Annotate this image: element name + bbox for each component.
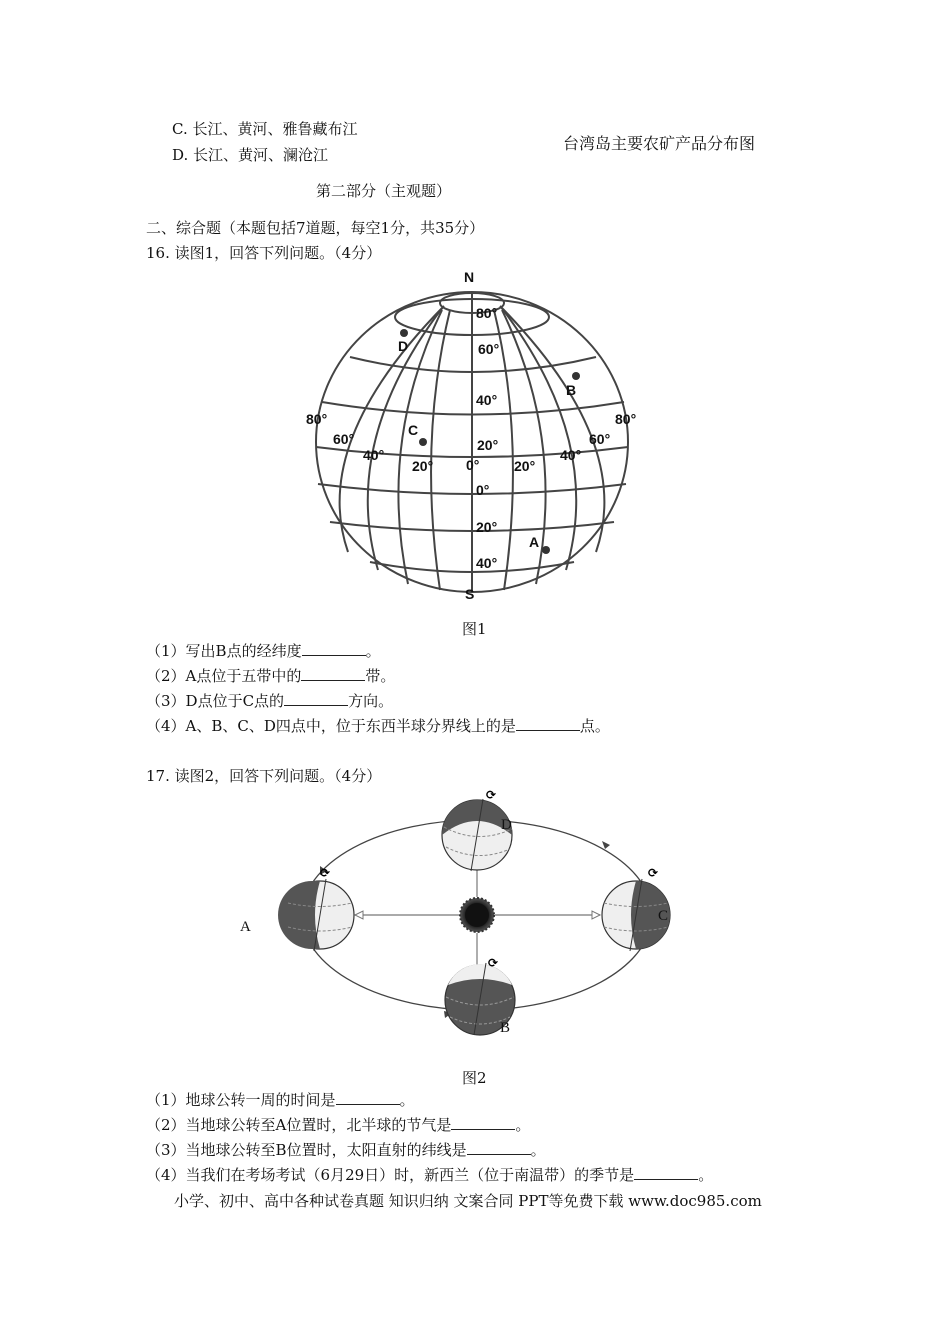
- q16-item-2: （2）A点位于五带中的 带。: [146, 667, 396, 685]
- point-b-label: B: [566, 382, 577, 398]
- lon-label: 40°: [363, 447, 385, 463]
- lon-label: 80°: [615, 411, 637, 427]
- orbit-label-b: B: [500, 1020, 511, 1036]
- q16-item-1: （1）写出B点的经纬度 。: [146, 642, 381, 660]
- lat-label: 40°: [476, 555, 498, 571]
- point-a-label: A: [529, 534, 540, 550]
- point-d: [400, 329, 408, 337]
- part-title: 第二部分（主观题）: [316, 182, 452, 200]
- orbit-label-d: D: [501, 817, 512, 833]
- side-caption: 台湾岛主要农矿产品分布图: [563, 134, 756, 153]
- figure2-caption: 图2: [462, 1069, 487, 1087]
- lat-label: 20°: [477, 437, 499, 453]
- point-c-label: C: [408, 422, 419, 438]
- svg-text:⟳: ⟳: [648, 866, 659, 880]
- answer-blank[interactable]: [284, 691, 348, 706]
- lon-label: 60°: [589, 431, 611, 447]
- lon-label: 20°: [412, 458, 434, 474]
- q17-item-3: （3）当地球公转至B位置时，太阳直射的纬线是 。: [146, 1141, 546, 1159]
- point-d-label: D: [398, 338, 409, 354]
- orbit-figure: [230, 785, 700, 1050]
- answer-blank[interactable]: [467, 1140, 531, 1155]
- q17-item-2: （2）当地球公转至A位置时，北半球的节气是 。: [146, 1116, 531, 1134]
- lat-label: 60°: [478, 341, 500, 357]
- answer-blank[interactable]: [516, 716, 580, 731]
- lat-label: 0°: [476, 482, 490, 498]
- orbit-label-c: C: [658, 908, 669, 924]
- lat-label: 40°: [476, 392, 498, 408]
- answer-blank[interactable]: [336, 1090, 400, 1105]
- figure1-caption: 图1: [462, 620, 487, 638]
- q17-prompt: 17. 读图2，回答下列问题。（4分）: [146, 767, 382, 785]
- lon-zero-label: 0°: [466, 457, 480, 473]
- q16-item-3: （3）D点位于C点的 方向。: [146, 692, 394, 710]
- option-d: D. 长江、黄河、澜沧江: [172, 146, 329, 164]
- answer-blank[interactable]: [301, 666, 365, 681]
- point-c: [419, 438, 427, 446]
- q16-item-4: （4）A、B、C、D四点中，位于东西半球分界线上的是 点。: [146, 717, 610, 735]
- option-c: C. 长江、黄河、雅鲁藏布江: [172, 120, 358, 138]
- footer: 小学、初中、高中各种试卷真题 知识归纳 文案合同 PPT等免费下载 www.doc985.com: [174, 1192, 762, 1210]
- svg-text:⟳: ⟳: [488, 956, 499, 970]
- point-a: [542, 546, 550, 554]
- svg-text:⟳: ⟳: [320, 866, 331, 880]
- lat-label: 20°: [476, 519, 498, 535]
- point-b: [572, 372, 580, 380]
- north-label: N: [464, 269, 475, 285]
- south-label: S: [465, 586, 475, 602]
- orbit-label-a: A: [240, 919, 251, 935]
- lat-label: 80°: [476, 305, 498, 321]
- q17-item-4: （4）当我们在考场考试（6月29日）时，新西兰（位于南温带）的季节是 。: [146, 1166, 714, 1184]
- answer-blank[interactable]: [451, 1115, 515, 1130]
- svg-text:⟳: ⟳: [486, 788, 497, 802]
- globe-figure: [300, 262, 660, 612]
- answer-blank[interactable]: [302, 641, 366, 656]
- lon-label: 40°: [560, 447, 582, 463]
- lon-label: 60°: [333, 431, 355, 447]
- q16-prompt: 16. 读图1，回答下列问题。（4分）: [146, 244, 382, 262]
- lon-label: 80°: [306, 411, 328, 427]
- lon-label: 20°: [514, 458, 536, 474]
- q17-item-1: （1）地球公转一周的时间是 。: [146, 1091, 415, 1109]
- section-header: 二、综合题（本题包括7道题，每空1分，共35分）: [146, 219, 485, 237]
- answer-blank[interactable]: [634, 1165, 698, 1180]
